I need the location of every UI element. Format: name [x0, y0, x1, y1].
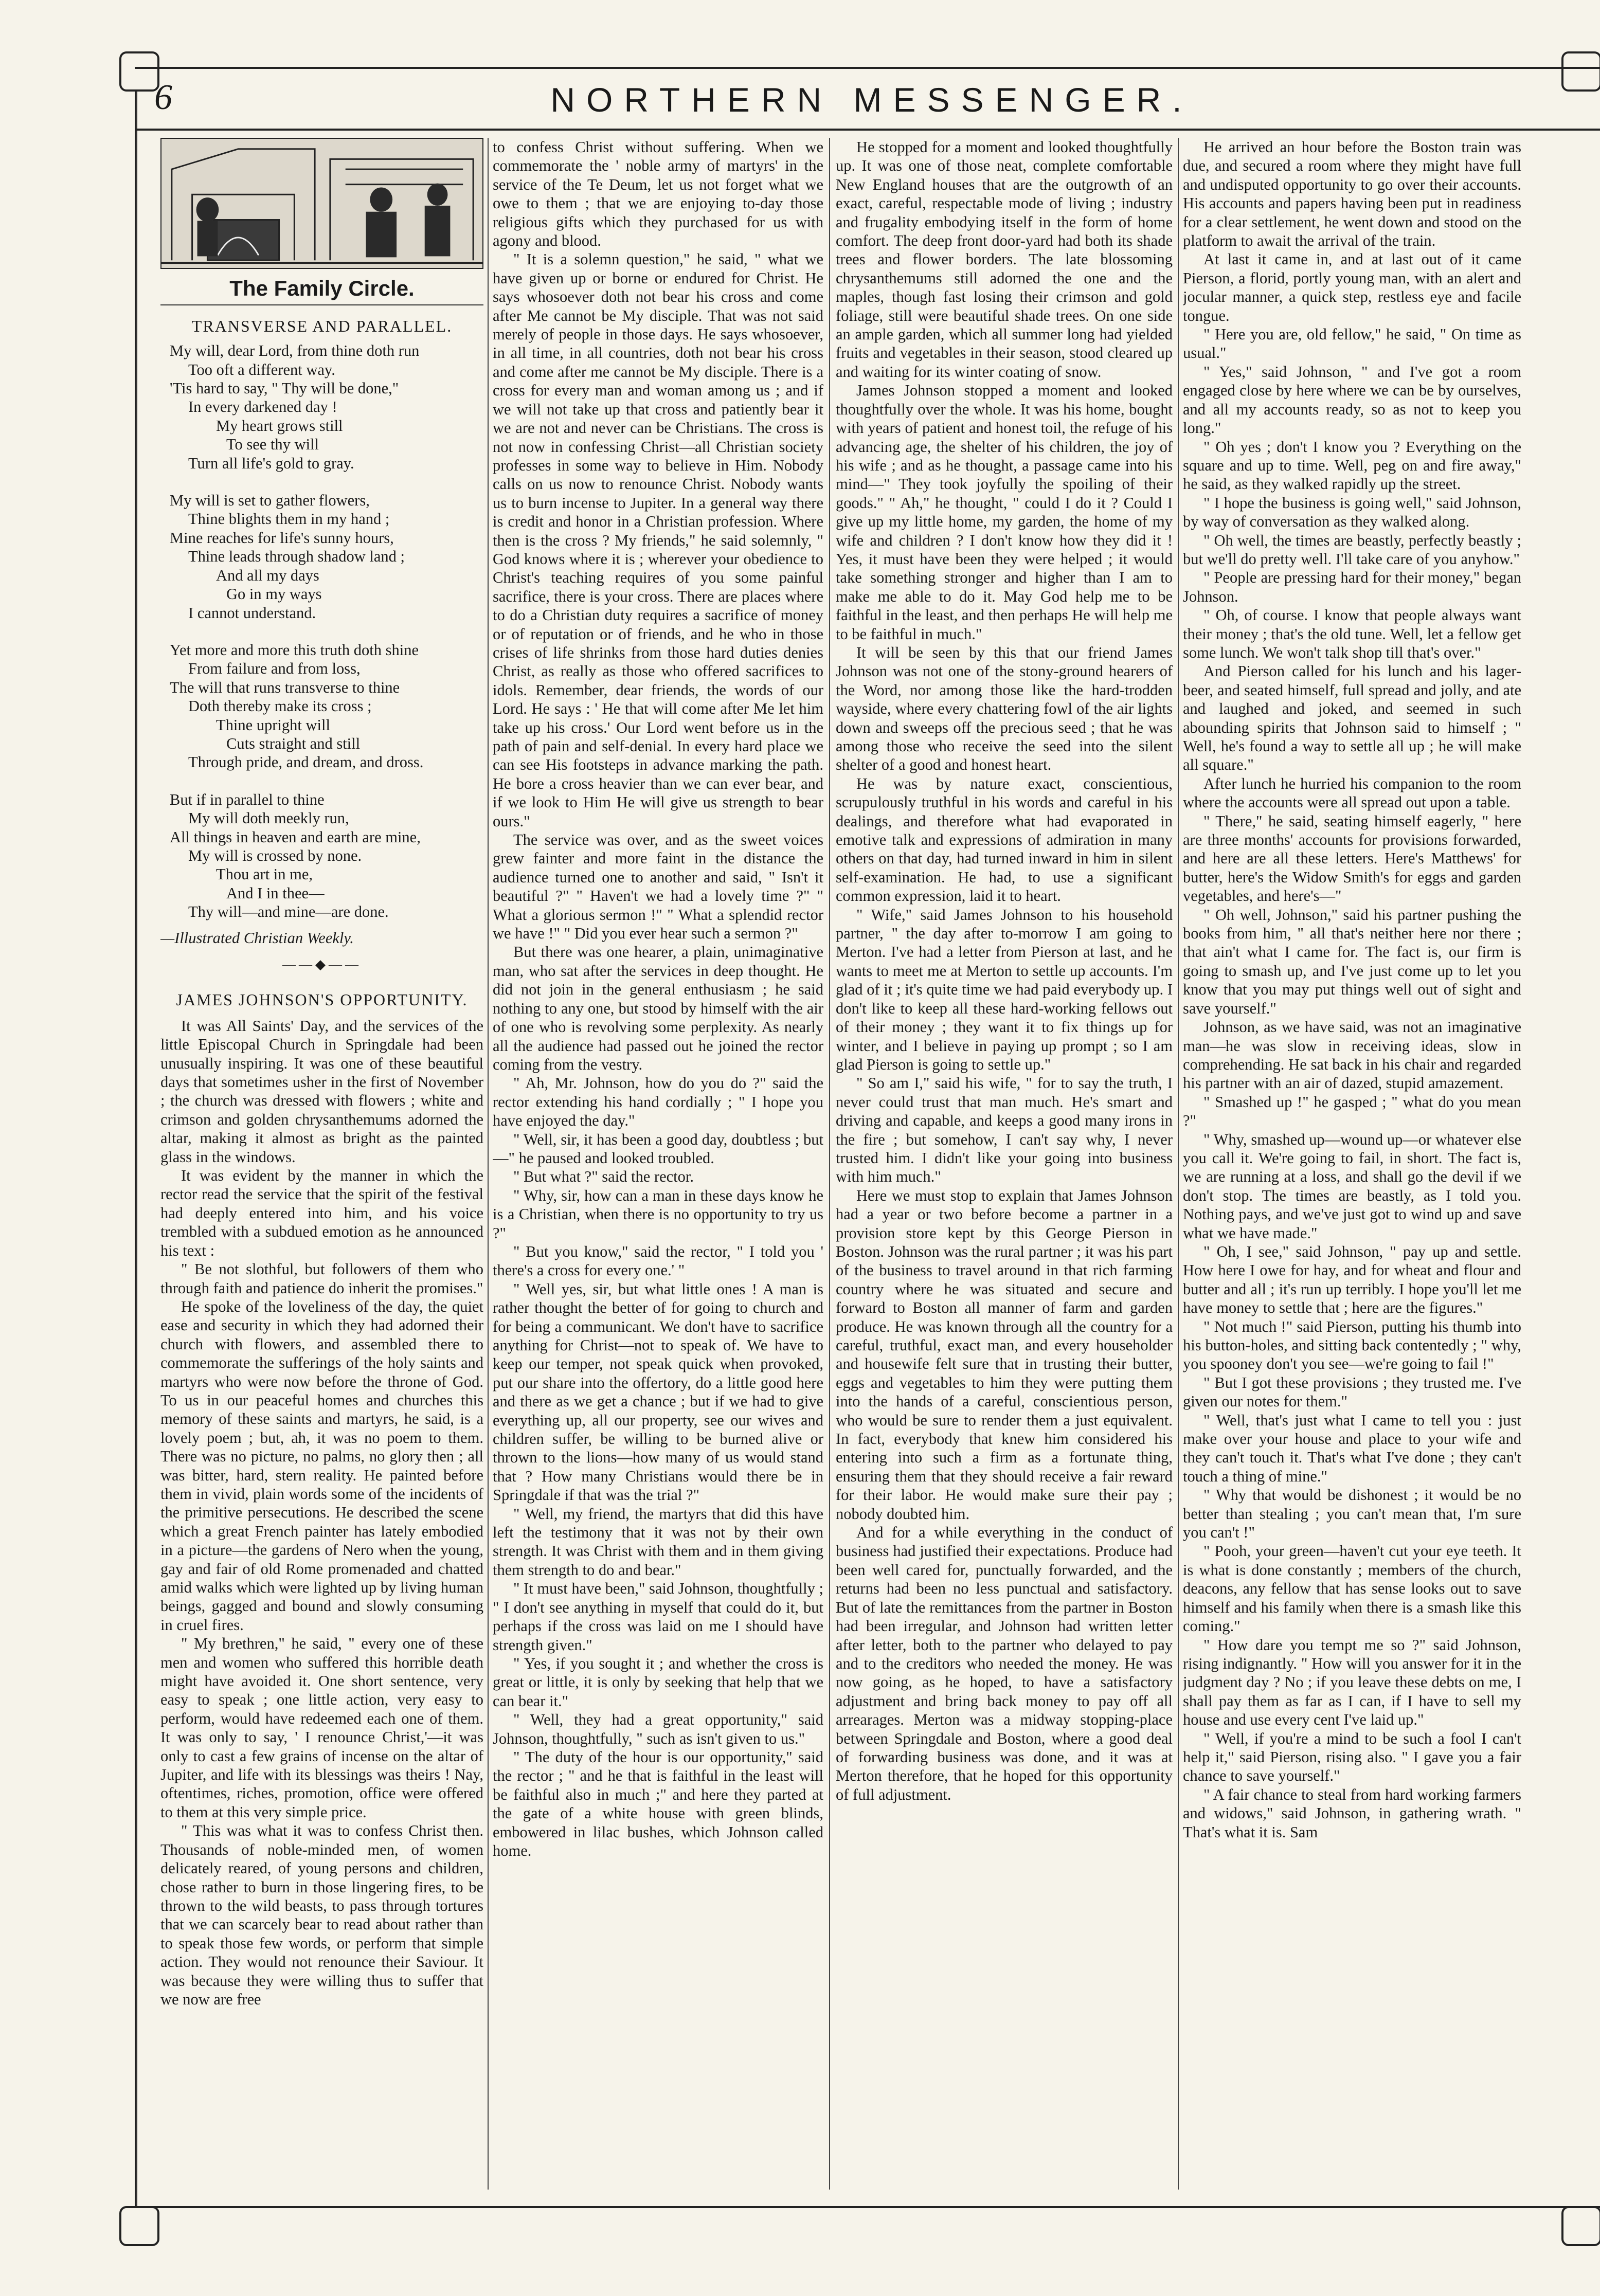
poem-line: In every darkened day !	[188, 398, 337, 416]
corner-ornament	[1561, 2206, 1600, 2246]
paragraph: And for a while everything in the conduct of business had justified their expectations. Produce had been well cared for, punctually forwarded, and the returns had been no less punctual and satisfactory. But of late the remittances from the partner in Boston had been irregular, and Johnson had written letter after letter, both to the partner who delayed to pay and to the creditors who needed the money. He was now going, as he hoped, to have a satisfactory adjustment and bring back money to pay off all arrearages. Merton was a midway stopping-place between Springdale and Boston, where a good deal of forwarding business was done, and it was at Merton therefore, that he hoped for this opportunity of full adjustment.	[836, 1524, 1173, 1803]
top-rule	[135, 67, 1600, 69]
paragraph: " Pooh, your green—haven't cut your eye teeth. It is what is done constantly ; members of the church, deacons, any fellow that has sense looks out to save himself and his family when there is a smash like this coming."	[1183, 1542, 1521, 1635]
poem-line: My will is crossed by none.	[188, 846, 362, 864]
paragraph: " Here you are, old fellow," he said, " On time as usual."	[1183, 326, 1521, 362]
poem-line: Too oft a different way.	[188, 360, 335, 378]
paragraph: " Smashed up !" he gasped ; " what do you mean ?"	[1183, 1093, 1521, 1130]
page-header	[154, 77, 1589, 123]
paragraph: He arrived an hour before the Boston train was due, and secured a room where they might have full and undisputed opportunity to go over their accounts. His accounts and papers having been put in readiness for a clear settlement, he went down and stood on the platform to await the arrival of the train.	[1183, 138, 1521, 250]
paragraph: James Johnson stopped a moment and looked thoughtfully over the whole. It was his home, bought with years of patient and honest toil, the refuge of his advancing age, the shelter of his children, the joy of his wife ; and as he thought, a passage came into his mind—" They took joyfully the spoiling of their goods." " Ah," he thought, " could I do it ? Could I give up my little home, my garden, the home of my wife and children ? I don't know how they did it ! Yes, it must have been they were helped ; it would take something stronger and higher than I am to make me able to do it. May God help me to be faithful in the least, and then perhaps He will help me to be faithful in much."	[836, 382, 1173, 643]
family-fireside-engraving	[160, 138, 483, 269]
column-4	[1183, 138, 1521, 2190]
paragraph: " This was what it was to confess Christ then. Thousands of noble-minded men, of women delicately reared, of young persons and children, chose rather to burn in those lingering fires, to be thrown to the wild beasts, to pass through tortures that we can scarcely bear to read about rather than to speak those few words, or perform that simple action. They would not renounce their Saviour. It was because they were willing thus to suffer that we now are free	[160, 1822, 483, 2008]
poem-line: Go in my ways	[226, 585, 322, 603]
bottom-rule	[135, 2206, 1600, 2208]
column-3	[836, 138, 1173, 2190]
paragraph: " Ah, Mr. Johnson, how do you do ?" said the rector extending his hand cordially ; " I hope you have enjoyed the day."	[493, 1074, 823, 1130]
paragraph: " My brethren," he said, " every one of these men and women who suffered this horrible death might have avoided it. One short sentence, very easy to speak ; one little action, very easy to perform, would have redeemed each one of them. It was only to say, ' I renounce Christ,'—it was only to cast a few grains of incense on the altar of Jupiter, and life with its blessings was theirs ! Nay, oftentimes, riches, promotion, office were offered to them at this very simple price.	[160, 1635, 483, 1821]
paragraph: " Yes," said Johnson, " and I've got a room engaged close by here where we can be by ourselves, and all my accounts ready, so as not to keep you long."	[1183, 363, 1521, 437]
paragraph: Here we must stop to explain that James Johnson had a year or two before become a partner in a provision store kept by this George Pierson in Boston. Johnson was the rural partner ; it was his part of the business to travel around in that rich farming country where he was situated and secure and forward to Boston all manner of farm and garden produce. He was known through all the country for a careful, truthful, exact man, and every householder and housewife felt sure that in trusting their butter, eggs and vegetables to him they were putting them into the hands of a careful, conscientious person, who would be sure to render them a just equivalent. In fact, everybody that knew him considered his entering into such a firm as a fortunate thing, ensuring them that they should receive a fair reward for their labor. He would make sure their pay ; nobody doubted him.	[836, 1186, 1173, 1523]
poem-line: And all my days	[216, 566, 319, 584]
poem-title: TRANSVERSE AND PARALLEL.	[191, 316, 453, 335]
paragraph: " Well, my friend, the martyrs that did this have left the testimony that it was not by their own strength. It was Christ with them and in them giving them strength to do and bear."	[493, 1505, 823, 1579]
paragraph: " But you know," said the rector, " I told you ' there's a cross for every one.' "	[493, 1242, 823, 1279]
poem-line: And I in thee—	[226, 884, 325, 902]
divider	[160, 304, 483, 305]
paragraph: " Oh yes ; don't I know you ? Everything on the square and up to time. Well, peg on and fire away," he said, as they walked rapidly up the street.	[1183, 438, 1521, 493]
paragraph: He stopped for a moment and looked thoughtfully up. It was one of those neat, complete comfortable New England houses that are the outgrowth of an exact, careful, respectable mode of living ; industry and frugality embodying itself in the form of home comfort. The deep front door-yard had both its shade trees and flower borders. The late blossoming chrysanthemums still adorned the one and the maples, though fast losing their crimson and gold foliage, still were beautiful shade trees. On one side an ample garden, which all summer long had yielded fruits and vegetables in their season, stood cleared up and waiting for its winter coating of snow.	[836, 138, 1173, 381]
poem-line: Cuts straight and still	[226, 734, 361, 752]
paragraph: Johnson, as we have said, was not an imaginative man—he was slow in receiving ideas, slow in comprehending. He sat back in his chair and regarded his partner with an air of dazed, stupid amazement.	[1183, 1018, 1521, 1092]
paragraph: " Well, if you're a mind to be such a fool I can't help it," said Pierson, rising also. " I gave you a fair chance to save yourself."	[1183, 1729, 1521, 1785]
poem-line: I cannot understand.	[188, 604, 316, 622]
poem-line: Yet more and more this truth doth shine	[170, 641, 419, 659]
poem	[170, 341, 483, 921]
page-number: 6	[154, 78, 172, 117]
paragraph: " Yes, if you sought it ; and whether the cross is great or little, it is only by seeking that help that we can bear it."	[493, 1654, 823, 1710]
poem-line: Thine leads through shadow land ;	[188, 548, 405, 566]
poem-line: Thy will—and mine—are done.	[188, 903, 389, 921]
paragraph: " Be not slothful, but followers of them who through faith and patience do inherit the promises."	[160, 1260, 483, 1297]
paragraph: " Oh, of course. I know that people always want their money ; that's the old tune. Well, let a fellow get some lunch. We won't talk shop till that's over."	[1183, 606, 1521, 661]
poem-line: Thou art in me,	[216, 865, 313, 883]
paragraph: " Why, smashed up—wound up—or whatever else you call it. We're going to fail, in short. The fact is, we are running at a loss, and shall go the devil if we don't stop. The times are beastly, as I told you. Nothing pays, and we've just got to wind up and save what we have made."	[1183, 1130, 1521, 1242]
paragraph: It was evident by the manner in which the rector read the service that the spirit of the festival had deeply entered into him, and his voice trembled with a subdued emotion as he announced his text :	[160, 1167, 483, 1259]
column-1	[160, 138, 483, 2190]
poem-line: But if in parallel to thine	[170, 790, 325, 808]
corner-ornament	[119, 2206, 159, 2246]
paragraph: " Wife," said James Johnson to his household partner, " the day after to-morrow I am going to Merton. I've had a letter from Pierson at last, and he wants to meet me at Merton to settle up accounts. I'm glad of it ; it's quite time we had paid everybody up. I don't like to keep all these hard-working fellows out of their money ; they want it to fix things up for winter, and I believe in paying up prompt ; so I am glad Pierson is going to settle up."	[836, 906, 1173, 1073]
poem-line: Thine blights them in my hand ;	[188, 510, 390, 528]
column-rule	[488, 138, 489, 2190]
poem-line: Through pride, and dream, and dross.	[188, 753, 424, 771]
poem-line: Turn all life's gold to gray.	[188, 454, 354, 472]
poem-line: 'Tis hard to say, " Thy will be done,"	[170, 379, 399, 397]
paragraph: " Well, that's just what I came to tell you : just make over your house and place to your wife and they can't touch it. That's what I've done ; they can't touch a thing of mine."	[1183, 1411, 1521, 1485]
poem-line: Thine upright will	[216, 716, 330, 734]
poem-line: Doth thereby make its cross ;	[188, 697, 372, 715]
poem-line: My will, dear Lord, from thine doth run	[170, 342, 420, 360]
paragraph: " The duty of the hour is our opportunity," said the rector ; " and he that is faithful in the least will be faithful also in much ;" and here they parted at the gate of a white house with green blinds, embowered in lilac bushes, which Johnson called home.	[493, 1748, 823, 1859]
paragraph: " How dare you tempt me so ?" said Johnson, rising indignantly. " How will you answer for it in the judgment day ? No ; if you leave these debts on me, I shall pay them as far as I can, if I have to sell my house and use every cent I've laid up."	[1183, 1636, 1521, 1729]
paragraph: " Why that would be dishonest ; it would be no better than stealing ; you can't mean that, I'm sure you can't !"	[1183, 1486, 1521, 1542]
masthead-title: NORTHERN MESSENGER.	[550, 81, 1193, 119]
paragraph: " Why, sir, how can a man in these days know he is a Christian, when there is no opportunity to try us ?"	[493, 1186, 823, 1242]
column-rule	[1178, 138, 1179, 2190]
poem-line: My will is set to gather flowers,	[170, 492, 370, 510]
poem-line: The will that runs transverse to thine	[170, 678, 400, 696]
paragraph: " It is a solemn question," he said, " what we have given up or borne or endured for Christ. He says whosoever doth not bear his cross and come after Me cannot be My disciple. That was not said merely of people in those days. He says whosoever, in all time, in all countries, doth not bear his cross and come after me cannot be My disciple. There is a cross for every man and woman among us ; and if we will not take up that cross and patiently bear it we are not and never can be Christians. The cross is not now in confessing Christ—all Christian society professes in some way to believe in Him. Nobody calls on us now to renounce Christ. Nobody wants us to burn incense to Jupiter. In a general way there is credit and honor in a Christian profession. Where then is the cross ? My friends," he said solemnly, " God knows where it is ; wherever your obedience to Christ's teaching requires of you some painful sacrifice, there is your cross. There are places where to do a Christian duty requires a sacrifice of money or of reputation or of friends, and he who in those crises of life shrinks from those hard duties denies Christ, as really as those who offered sacrifices to idols. Remember, dear friends, the words of our Lord. He says : ' He that will come after Me let him take up his cross.' Our Lord went before us in the path of pain and self-denial. In every hard place we can see His footsteps in advance marking the path. He bore a cross heavier than we can ever bear, and if we look to Him He will give us strength to bear ours."	[493, 250, 823, 830]
paragraph: " Oh well, the times are beastly, perfectly beastly ; but we'll do pretty well. I'll take care of you anyhow."	[1183, 531, 1521, 568]
diamond-ornament: ——◆——	[282, 957, 362, 972]
paragraph: " It must have been," said Johnson, thoughtfully ; " I don't see anything in myself that could do it, but perhaps if the cross was laid on me I should have strength given."	[493, 1580, 823, 1654]
poem-line: To see thy will	[226, 436, 319, 454]
paragraph: He spoke of the loveliness of the day, the quiet ease and security in which they had adorned their church with flowers, and assembled there to commemorate the sufferings of the holy saints and martyrs who were now before the throne of God. To us in our peaceful homes and churches this memory of these saints and martyrs, he said, is a lovely poem ; but, ah, it was no poem to them. There was no picture, no palms, no glory then ; all was bitter, hard, stern reality. He painted before them in vivid, plain words some of the incidents of the primitive persecutions. He described the scene which a great French painter has lately embodied in a picture—the gardens of Nero when the young, gay and fair of old Rome promenaded and chatted amid walks which were lighted up by living human beings, gagged and bound and slowly consuming in cruel fires.	[160, 1297, 483, 1634]
paragraph: The service was over, and as the sweet voices grew fainter and more faint in the distance the audience turned one to another and said, " Isn't it beautiful ?" " Haven't we had a lovely time ?" " What a glorious sermon !" " What a splendid rector we have !" " Did you ever hear such a sermon ?"	[493, 831, 823, 943]
paragraph: " Oh, I see," said Johnson, " pay up and settle. How here I owe for hay, and for wheat and flour and butter and all ; it's run up terribly. I hope you'll let me have money to settle that ; here are the figures."	[1183, 1242, 1521, 1317]
poem-line: Mine reaches for life's sunny hours,	[170, 529, 394, 547]
poem-line: All things in heaven and earth are mine,	[170, 828, 421, 846]
paragraph: After lunch he hurried his companion to the room where the accounts were all spread out upon a table.	[1183, 774, 1521, 811]
paragraph: " People are pressing hard for their money," began Johnson.	[1183, 569, 1521, 605]
column-rule	[829, 138, 830, 2190]
poem-credit: —Illustrated Christian Weekly.	[160, 929, 354, 947]
paragraph: " Well, sir, it has been a good day, doubtless ; but—" he paused and looked troubled.	[493, 1130, 823, 1167]
paragraph: " Not much !" said Pierson, putting his thumb into his button-holes, and sitting back contentedly ; " why, you spooney don't you see—we're going to fail !"	[1183, 1317, 1521, 1373]
poem-line: My heart grows still	[216, 417, 343, 435]
paragraph: " Oh well, Johnson," said his partner pushing the books from him, " all that's neither here nor there ; that ain't what I came for. The fact is, our firm is going to smash up, and I've just come up to let you know that you may put things well out of sight and save yourself."	[1183, 906, 1521, 1017]
paragraph: " But what ?" said the rector.	[513, 1168, 694, 1186]
poem-line: From failure and from loss,	[188, 660, 361, 678]
paragraph: to confess Christ without suffering. When we commemorate the ' noble army of martyrs' in the service of the Te Deum, let us not forget what we owe to them ; that we are enjoying to-day those religious gifts which they purchased for us with agony and blood.	[493, 138, 823, 250]
paragraph: It will be seen by this that our friend James Johnson was not one of the stony-ground hearers of the Word, nor among those like the hard-trodden wayside, where every chattering fowl of the air lights down and sweeps off the precious seed ; that he was among those who receive the seed into the silent shelter of a good and honest heart.	[836, 643, 1173, 774]
paragraph: " So am I," said his wife, " for to say the truth, I never could trust that man much. He's smart and driving and capable, and keeps a good many irons in the fire ; but somehow, I can't say why, I never trusted him. I didn't like your going into business with him much."	[836, 1074, 1173, 1186]
story-title: JAMES JOHNSON'S OPPORTUNITY.	[176, 990, 468, 1009]
paragraph: But there was one hearer, a plain, unimaginative man, who sat after the services in deep thought. He did not join in the general enthusiasm ; he said nothing to any one, but stood by himself with the air of one who is revolving some perplexity. As nearly all the audience had passed out he joined the rector coming from the vestry.	[493, 943, 823, 1073]
paragraph: " There," he said, seating himself eagerly, " here are three months' accounts for provisions forwarded, and here are all these letters. Here's Matthews' for butter, here's the Widow Smith's for eggs and garden vegetables, and here's—"	[1183, 812, 1521, 905]
paragraph: " I hope the business is going well," said Johnson, by way of conversation as they walked along.	[1183, 494, 1521, 531]
header-rule	[135, 129, 1600, 131]
column-2	[493, 138, 823, 2190]
paragraph: " But I got these provisions ; they trusted me. I've given our notes for them."	[1183, 1373, 1521, 1411]
paragraph: And Pierson called for his lunch and his lager-beer, and seated himself, full spread and jolly, and ate and laughed and joked, and seemed in such abounding spirits that Johnson said to himself ; " Well, he's found a way to settle all up ; he will make all square."	[1183, 662, 1521, 774]
paragraph: " Well, they had a great opportunity," said Johnson, thoughtfully, " such as isn't given to us."	[493, 1711, 823, 1747]
paragraph: At last it came in, and at last out of it came Pierson, a florid, portly young man, with an alert and jocular manner, a quick step, restless eye and facile tongue.	[1183, 250, 1521, 324]
section-title: The Family Circle.	[229, 276, 415, 301]
paragraph: He was by nature exact, conscientious, scrupulously truthful in his words and careful in his dealings, and therefore what had evaporated in emotive talk and expressions of admiration in many others on that day, had turned inward in him in silent self-examination. He had, to use a significant common expression, laid it to heart.	[836, 774, 1173, 905]
corner-ornament	[119, 51, 159, 92]
paragraph: " A fair chance to steal from hard working farmers and widows," said Johnson, in gathering wrath. " That's what it is. Sam	[1183, 1785, 1521, 1841]
paragraph: " Well yes, sir, but what little ones ! A man is rather thought the better of for going to church and for being a communicant. We don't have to sacrifice anything for Christ—not to speak of. We have to keep our temper, not speak quick when provoked, put our share into the offertory, do a little good here and there as we get a chance ; but if we had to give everything up, all our property, see our wives and children suffer, be willing to be burned alive or thrown to the lions—how many of us would stand that ? How many Christians would there be in Springdale if that was the trial ?"	[493, 1280, 823, 1504]
poem-line: My will doth meekly run,	[188, 809, 349, 827]
paragraph: It was All Saints' Day, and the services of the little Episcopal Church in Springdale had been unusually inspiring. It was one of these beautiful days that sometimes usher in the first of November ; the church was dressed with flowers ; white and crimson and golden chrysanthemums adorned the altar, making it almost as bright as the painted glass in the windows.	[160, 1017, 483, 1166]
